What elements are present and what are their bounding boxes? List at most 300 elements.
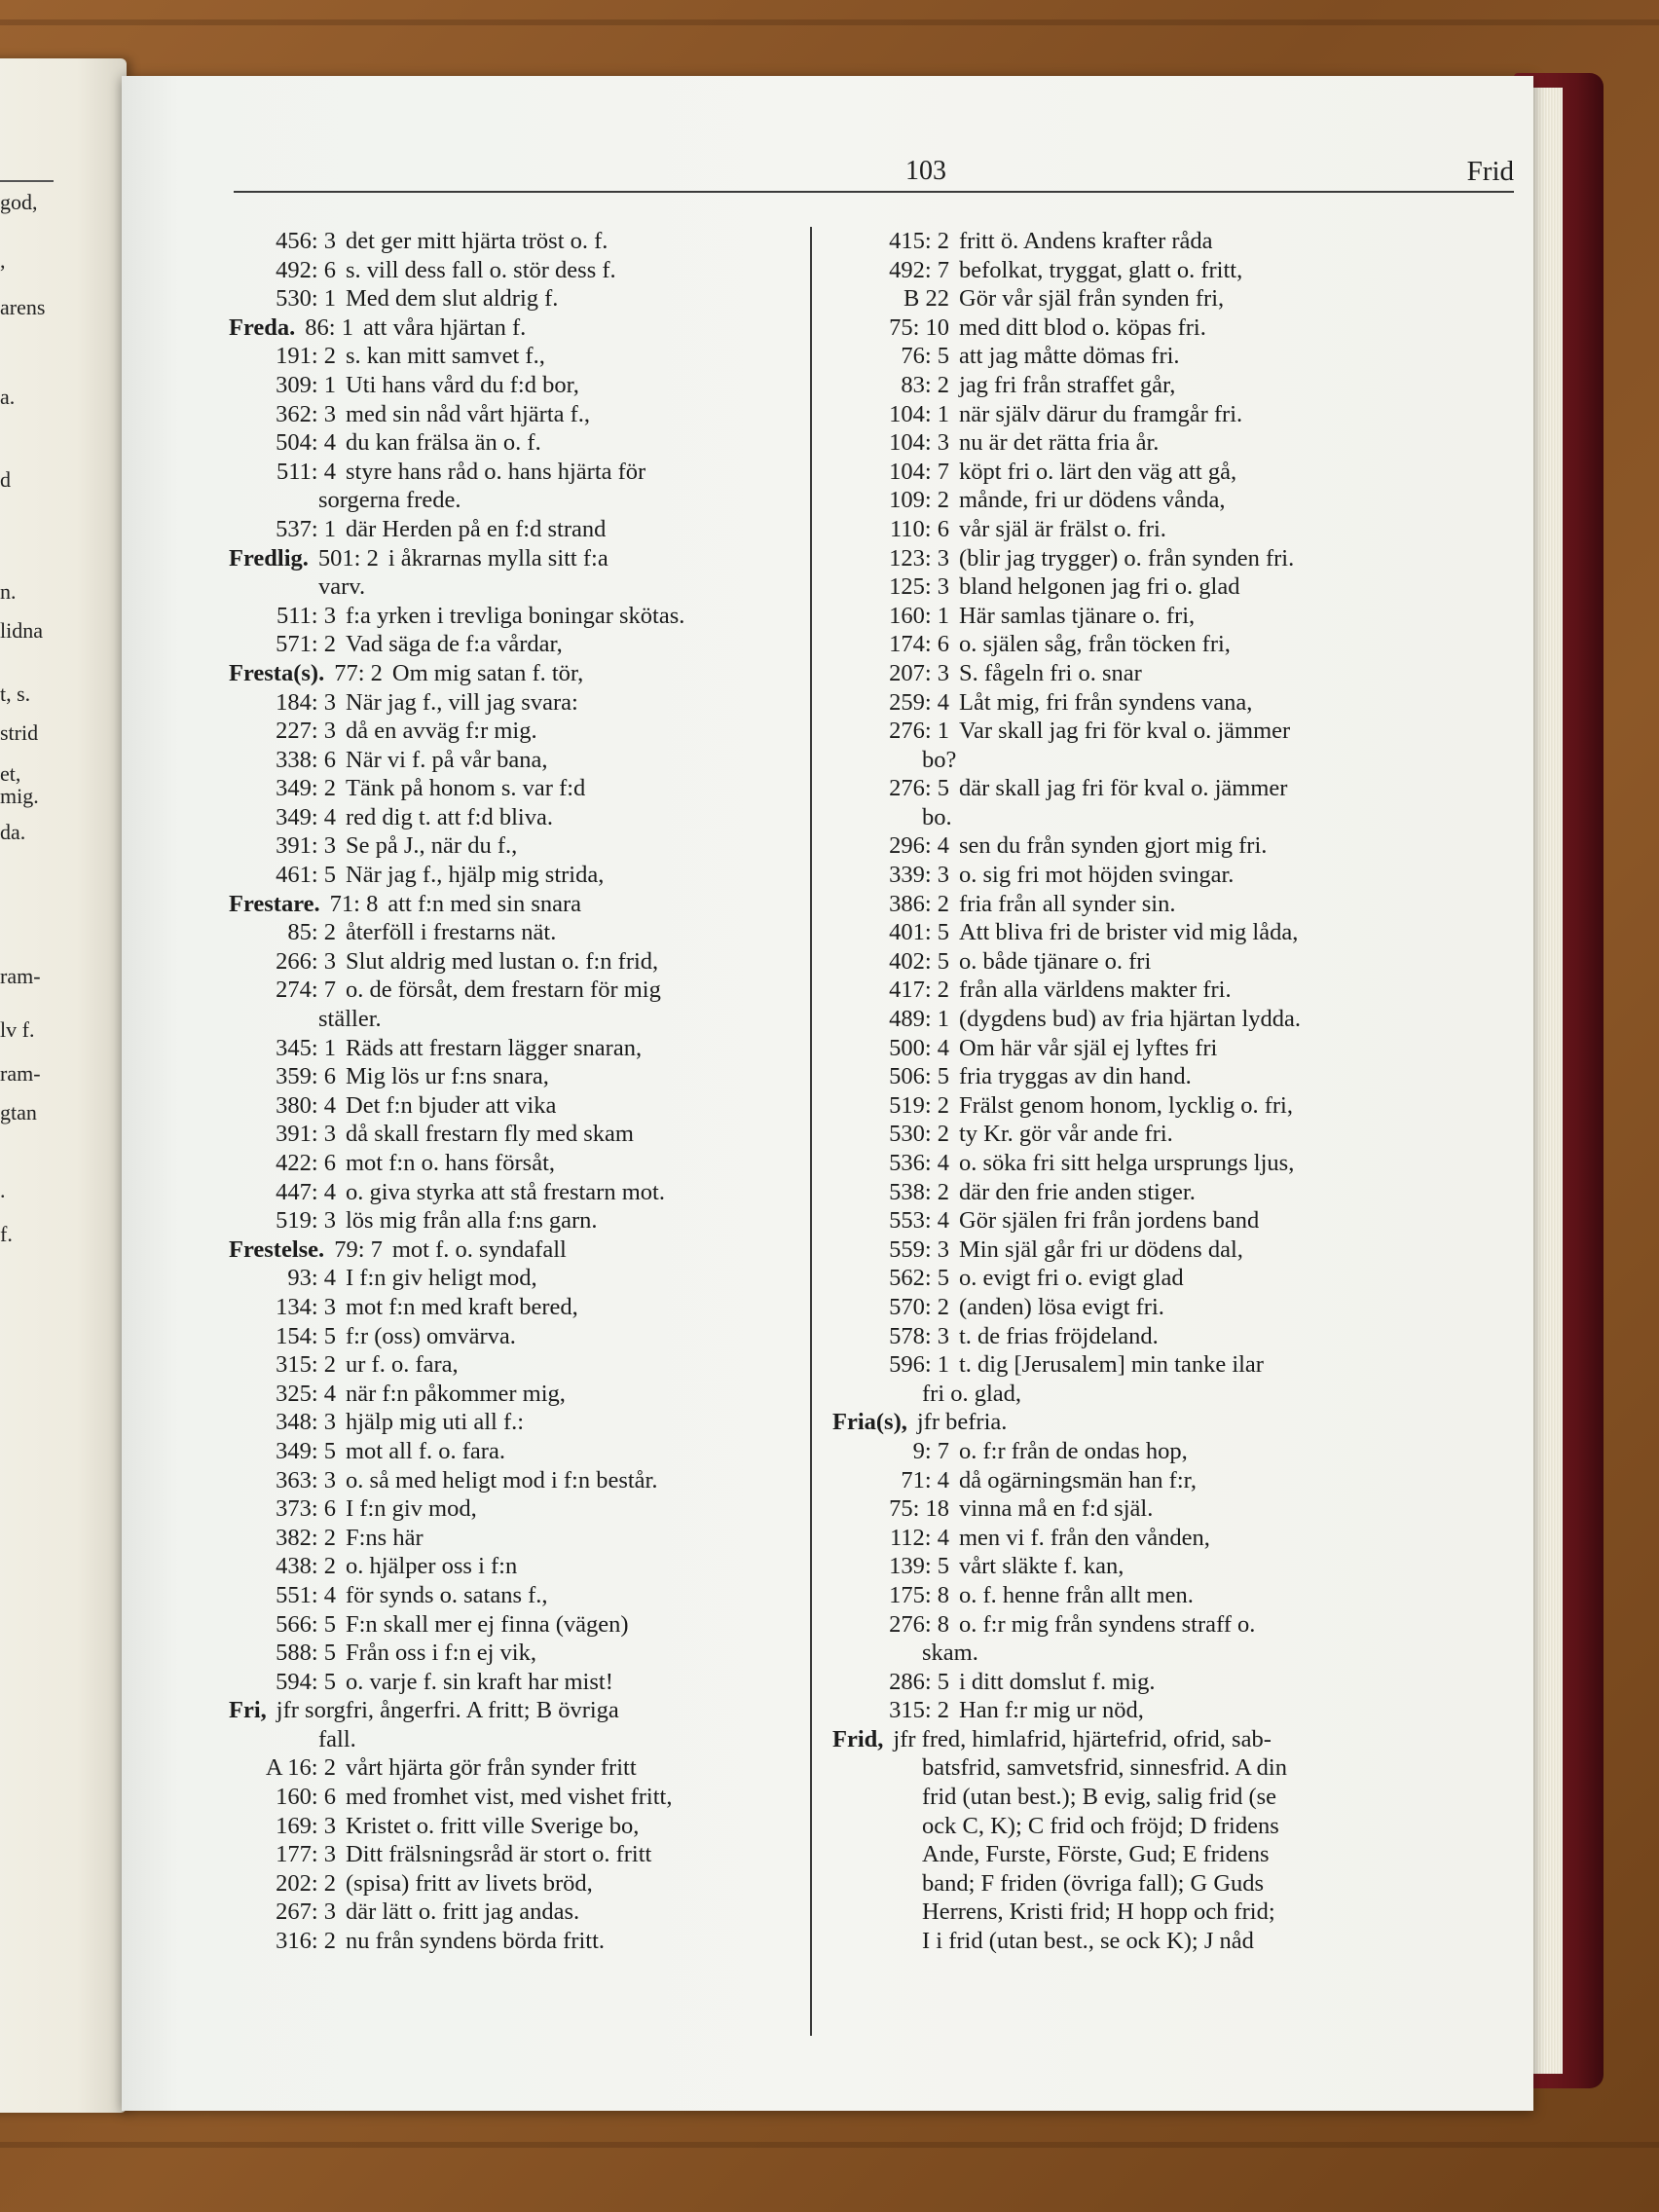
index-entry [229,313,915,343]
hymn-reference: 125: 3 [889,573,949,601]
index-entry [229,1668,915,1697]
hymn-reference: 537: 1 [276,515,336,542]
headword: Fredlig. [229,544,309,571]
index-entry [832,313,1519,343]
index-entry [229,1898,915,1927]
index-entry [832,1293,1519,1322]
hymn-reference: 184: 3 [276,688,336,716]
entry-text: fritt ö. Andens krafter råda [959,228,1213,254]
entry-text: jfr fred, himlafrid, hjärtefrid, ofrid, sab- [893,1725,1272,1752]
entry-text: att f:n med sin snara [387,890,582,917]
index-entry [832,1322,1519,1351]
entry-text: köpt fri o. lärt den väg att gå, [959,458,1237,485]
hymn-reference: 362: 3 [276,400,336,427]
hymn-reference: 86: 1 [305,313,353,341]
entry-text: vinna må en f:d själ. [959,1495,1154,1523]
hymn-reference: 348: 3 [276,1409,336,1436]
index-entry [229,1610,915,1640]
hymn-reference: 536: 4 [889,1150,949,1176]
entry-text: Här samlas tjänare o. fri, [959,602,1196,629]
hymn-reference: 415: 2 [889,228,949,254]
hymn-reference: 438: 2 [276,1553,336,1580]
entry-text: där Herden på en f:d strand [346,515,607,542]
entry-text: o. evigt fri o. evigt glad [959,1265,1184,1292]
hymn-reference: B 22 [903,285,949,313]
index-entry [229,1120,915,1149]
entry-text: där den frie anden stiger. [959,1178,1196,1205]
index-entry [229,1062,915,1091]
headword: Frestare. [229,890,320,917]
index-entry [832,1783,1519,1812]
hymn-reference: 511: 3 [276,602,336,629]
entry-text: med fromhet vist, med vishet fritt, [346,1784,673,1811]
entry-continuation: Ande, Furste, Förste, Gud; E fridens [922,1841,1270,1868]
left-page-fragment: arens [0,295,46,319]
hymn-reference: 202: 2 [276,1869,336,1897]
entry-text: från alla världens makter fri. [959,977,1232,1004]
headword: Frid, [832,1725,884,1752]
entry-text: att jag måtte dömas fri. [959,343,1180,370]
hymn-reference: 338: 6 [276,746,336,773]
entry-text: t. de frias fröjdeland. [959,1322,1159,1349]
hymn-reference: 588: 5 [276,1640,336,1667]
entry-text: vårt släkte f. kan, [959,1553,1124,1580]
entry-text: befolkat, tryggat, glatt o. fritt, [959,256,1243,283]
index-entry [832,1034,1519,1063]
hymn-reference: 594: 5 [276,1668,336,1695]
index-entry [229,1350,915,1380]
hymn-reference: 227: 3 [276,718,336,745]
entry-text: nu från syndens börda fritt. [346,1928,606,1955]
hymn-reference: 401: 5 [889,919,949,946]
index-entry [832,1524,1519,1553]
index-entry [832,1466,1519,1495]
entry-text: F:n skall mer ej finna (vägen) [346,1610,629,1638]
entry-text: Uti hans vård du f:d bor, [346,371,579,398]
hymn-reference: 109: 2 [889,487,949,514]
entry-text: fria från all synder sin. [959,890,1176,917]
entry-text: Vad säga de f:a vårdar, [346,631,563,658]
hymn-reference: 339: 3 [889,862,949,889]
entry-text: att våra hjärtan f. [362,313,527,341]
hymn-reference: 174: 6 [889,631,949,658]
index-entry [229,1466,915,1495]
index-entry [229,1178,915,1207]
hymn-reference: 71: 8 [329,890,379,917]
hymn-reference: 76: 5 [901,343,949,370]
hymn-reference: 169: 3 [276,1812,336,1839]
index-entry [229,371,915,400]
hymn-reference: 309: 1 [276,371,336,398]
left-page-fragment: f. [0,1222,13,1246]
entry-text: mot f:n o. hans försåt, [346,1150,556,1176]
entry-text: o. f. henne från allt men. [959,1581,1194,1608]
index-entry [229,774,915,803]
hymn-reference: 504: 4 [276,429,336,457]
entry-text: där skall jag fri för kval o. jämmer [959,775,1288,802]
index-entry [229,256,915,285]
index-entry [832,458,1519,487]
entry-text: Frälst genom honom, lycklig o. fri, [959,1091,1293,1119]
left-page-fragment: d [0,467,11,492]
index-entry [229,831,915,861]
entry-text: då skall frestarn fly med skam [346,1121,634,1148]
index-entry [229,515,915,544]
entry-text: o. så med heligt mod i f:n består. [346,1466,658,1493]
hymn-reference: 177: 3 [276,1841,336,1868]
hymn-reference: 104: 1 [889,400,949,427]
hymn-reference: 315: 2 [276,1351,336,1379]
entry-text: lös mig från alla f:ns garn. [346,1207,598,1235]
entry-continuation: skam. [922,1640,978,1667]
left-page-fragment: god, [0,190,38,214]
entry-text: då en avväg f:r mig. [346,718,537,745]
index-entry [229,1725,915,1754]
entry-text: s. vill dess fall o. stör dess f. [346,256,616,283]
hymn-reference: 380: 4 [276,1091,336,1119]
entry-text: o. f:r mig från syndens straff o. [959,1610,1256,1638]
hymn-reference: 391: 3 [276,1121,336,1148]
hymn-reference: 79: 7 [334,1235,383,1263]
index-entry [832,342,1519,371]
entry-text: F:ns här [346,1524,424,1551]
index-entry [832,1812,1519,1841]
index-entry [832,227,1519,256]
hymn-reference: 85: 2 [287,919,336,946]
entry-text: o. giva styrka att stå frestarn mot. [346,1178,665,1205]
entry-continuation: frid (utan best.); B evig, salig frid (se [922,1784,1277,1811]
hymn-reference: 492: 6 [276,256,336,283]
entry-continuation: ock C, K); C frid och fröjd; D fridens [922,1812,1279,1839]
index-entry [229,544,915,573]
left-page-rule [0,180,54,182]
entry-text: jfr befria. [916,1409,1008,1436]
hymn-reference: 349: 2 [276,775,336,802]
index-entry [832,544,1519,573]
entry-text: Om mig satan f. tör, [391,659,584,686]
running-head: Frid [1466,156,1514,187]
hymn-reference: 562: 5 [889,1265,949,1292]
index-entry [229,1581,915,1610]
index-entry [229,1927,915,1956]
entry-continuation: fri o. glad, [922,1380,1022,1407]
entry-text: styre hans råd o. hans hjärta för [346,458,646,485]
hymn-reference: 160: 6 [276,1784,336,1811]
index-entry [229,572,915,602]
index-entry [832,1005,1519,1034]
entry-text: med ditt blod o. köpas fri. [959,313,1206,341]
index-entry [832,1062,1519,1091]
hymn-reference: 266: 3 [276,947,336,975]
entry-text: t. dig [Jerusalem] min tanke ilar [959,1351,1264,1379]
entry-text: återföll i frestarns nät. [346,919,557,946]
entry-text: jfr sorgfri, ångerfri. A fritt; B övriga [276,1697,619,1724]
hymn-reference: 391: 3 [276,832,336,860]
hymn-reference: 276: 1 [889,718,949,745]
index-entry [229,1552,915,1581]
index-entry [832,1869,1519,1899]
hymn-reference: 492: 7 [889,256,949,283]
hymn-reference: 259: 4 [889,688,949,716]
index-entry [229,1380,915,1409]
hymn-reference: 456: 3 [276,228,336,254]
hymn-reference: 551: 4 [276,1581,336,1608]
entry-text: Att bliva fri de brister vid mig låda, [959,919,1299,946]
entry-text: vårt hjärta gör från synder fritt [346,1754,637,1782]
left-page [0,58,127,2113]
hymn-reference: 538: 2 [889,1178,949,1205]
left-page-fragment: n. [0,579,17,604]
entry-text: När jag f., vill jag svara: [346,688,578,716]
entry-continuation: varv. [318,573,366,601]
index-entry [832,1639,1519,1668]
hymn-reference: 519: 3 [276,1207,336,1235]
entry-text: När jag f., hjälp mig strida, [346,862,605,889]
index-entry [229,458,915,487]
index-entry [832,284,1519,313]
index-entry [832,947,1519,977]
index-entry [229,1783,915,1812]
index-entry [832,1494,1519,1524]
entry-text: I f:n giv heligt mod, [346,1265,537,1292]
index-entry [229,284,915,313]
index-entry [832,1120,1519,1149]
hymn-reference: 75: 18 [889,1495,949,1523]
index-entry [229,1639,915,1668]
index-entry [229,1206,915,1235]
entry-text: i åkrarnas mylla sitt f:a [387,544,608,571]
entry-text: o. de försåt, dem frestarn för mig [346,977,661,1004]
hymn-reference: 154: 5 [276,1322,336,1349]
index-entry [832,1408,1519,1437]
headword: Fri, [229,1697,267,1724]
hymn-reference: 382: 2 [276,1524,336,1551]
entry-text: (spisa) fritt av livets bröd, [346,1869,593,1897]
index-entry [832,572,1519,602]
index-entry [832,256,1519,285]
index-entry [229,803,915,832]
index-entry [229,1494,915,1524]
headword: Freda. [229,313,296,341]
page-number: 103 [905,156,946,186]
hymn-reference: 77: 2 [334,659,383,686]
index-entry [229,1005,915,1034]
index-entry [229,1408,915,1437]
index-entry [229,1869,915,1899]
index-entry [832,602,1519,631]
index-entry [229,1696,915,1725]
hymn-reference: 447: 4 [276,1178,336,1205]
entry-text: Kristet o. fritt ville Sverige bo, [346,1812,640,1839]
hymn-reference: 191: 2 [276,343,336,370]
index-entry [229,1812,915,1841]
hymn-reference: 596: 1 [889,1351,949,1379]
left-page-fragment: et, [0,761,21,786]
index-entry [229,400,915,429]
index-entry [832,976,1519,1005]
hymn-reference: 578: 3 [889,1322,949,1349]
index-entry [832,890,1519,919]
hymn-reference: 402: 5 [889,947,949,975]
index-entry [229,688,915,718]
hymn-reference: 349: 4 [276,803,336,830]
left-page-fragment: , [0,248,6,273]
index-entry [832,1350,1519,1380]
hymn-reference: 286: 5 [889,1668,949,1695]
index-entry [832,1552,1519,1581]
hymn-reference: 134: 3 [276,1293,336,1320]
index-entry [832,803,1519,832]
index-entry [229,1264,915,1293]
entry-text: i ditt domslut f. mig. [959,1668,1156,1695]
index-entry [229,1091,915,1121]
index-entry [229,861,915,890]
entry-text: Från oss i f:n ej vik, [346,1640,536,1667]
index-entry [229,1322,915,1351]
entry-text: o. hjälper oss i f:n [346,1553,518,1580]
entry-text: (blir jag trygger) o. från synden fri. [959,544,1295,571]
index-entry [229,227,915,256]
hymn-reference: 160: 1 [889,602,949,629]
entry-text: Tänk på honom s. var f:d [346,775,586,802]
index-entry [229,746,915,775]
hymn-reference: 110: 6 [889,515,949,542]
hymn-reference: 316: 2 [276,1928,336,1955]
left-page-fragment: a. [0,385,16,409]
entry-text: Ditt frälsningsråd är stort o. fritt [346,1841,652,1868]
index-entry [832,746,1519,775]
index-entry [832,659,1519,688]
hymn-reference: 530: 1 [276,285,336,313]
index-entry [832,428,1519,458]
hymn-reference: 363: 3 [276,1466,336,1493]
entry-text: f:a yrken i trevliga boningar skötas. [346,602,685,629]
hymn-reference: 571: 2 [276,631,336,658]
hymn-reference: 75: 10 [889,313,949,341]
index-entry [832,1898,1519,1927]
entry-text: s. kan mitt samvet f., [346,343,545,370]
hymn-reference: 386: 2 [889,890,949,917]
entry-text: fria tryggas av din hand. [959,1063,1192,1090]
entry-continuation: fall. [318,1725,356,1752]
hymn-reference: 359: 6 [276,1063,336,1090]
hymn-reference: 175: 8 [889,1581,949,1608]
entry-text: I f:n giv mod, [346,1495,477,1523]
index-entry [229,602,915,631]
index-entry [832,1149,1519,1178]
entry-text: då ogärningsmän han f:r, [959,1466,1197,1493]
left-page-fragment: gtan [0,1100,37,1124]
hymn-reference: 83: 2 [901,371,949,398]
hymn-reference: 267: 3 [276,1899,336,1926]
hymn-reference: 511: 4 [276,458,336,485]
hymn-reference: 530: 2 [889,1121,949,1148]
entry-text: med sin nåd vårt hjärta f., [346,400,591,427]
index-entry [229,1753,915,1783]
hymn-reference: 373: 6 [276,1495,336,1523]
left-column [229,227,915,1956]
hymn-reference: 559: 3 [889,1235,949,1263]
entry-text: Gör vår själ från synden fri, [959,285,1225,313]
left-page-fragment: mig. [0,784,39,808]
entry-text: mot all f. o. fara. [346,1437,505,1464]
left-page-fragment: . [0,1178,6,1202]
entry-text: ty Kr. gör vår ande fri. [959,1121,1173,1148]
index-entry [229,918,915,947]
index-entry [229,1293,915,1322]
entry-text: jag fri från straffet går, [959,371,1176,398]
index-entry [832,918,1519,947]
hymn-reference: 315: 2 [889,1697,949,1724]
left-page-fragment: da. [0,820,26,844]
entry-text: Mig lös ur f:ns snara, [346,1063,549,1090]
hymn-reference: 489: 1 [889,1006,949,1033]
entry-text: Han f:r mig ur nöd, [959,1697,1144,1724]
hymn-reference: 274: 7 [276,977,336,1004]
entry-text: men vi f. från den vånden, [959,1524,1210,1551]
entry-text: Med dem slut aldrig f. [346,285,559,313]
index-entry [229,976,915,1005]
left-page-fragment: lidna [0,618,43,643]
entry-text: Slut aldrig med lustan o. f:n frid, [346,947,659,975]
entry-continuation: ställer. [318,1006,382,1033]
entry-continuation: batsfrid, samvetsfrid, sinnesfrid. A din [922,1754,1287,1782]
entry-text: Om här vår själ ej lyftes fri [959,1034,1218,1061]
index-entry [832,371,1519,400]
entry-continuation: sorgerna frede. [318,487,461,514]
index-entry [229,486,915,515]
index-entry [832,1610,1519,1640]
index-entry [832,630,1519,659]
hymn-reference: A 16: 2 [265,1754,336,1782]
entry-continuation: bo? [922,746,957,773]
entry-continuation: band; F friden (övriga fall); G Guds [922,1869,1265,1897]
index-entry [832,861,1519,890]
entry-text: red dig t. att f:d bliva. [346,803,553,830]
entry-text: När vi f. på vår bana, [346,746,548,773]
index-entry [229,1149,915,1178]
index-entry [832,1206,1519,1235]
entry-text: Låt mig, fri från syndens vana, [959,688,1253,716]
left-page-fragment: lv f. [0,1017,35,1042]
hymn-reference: 519: 2 [889,1091,949,1119]
entry-text: det ger mitt hjärta tröst o. f. [346,228,608,254]
entry-text: Det f:n bjuder att vika [346,1091,557,1119]
index-entry [832,1264,1519,1293]
index-entry [832,717,1519,746]
index-entry [832,1927,1519,1956]
entry-text: mot f. o. syndafall [391,1235,567,1263]
hymn-reference: 276: 5 [889,775,949,802]
index-entry [229,659,915,688]
hymn-reference: 139: 5 [889,1553,949,1580]
book-page [122,76,1533,2111]
entry-text: mot f:n med kraft bered, [346,1293,578,1320]
index-entry [229,1437,915,1466]
index-entry [832,400,1519,429]
entry-text: o. sig fri mot höjden svingar. [959,862,1235,889]
index-entry [229,342,915,371]
left-page-fragment: strid [0,720,39,745]
index-entry [832,1091,1519,1121]
index-entry [832,1235,1519,1265]
hymn-reference: 276: 8 [889,1610,949,1638]
hymn-reference: 553: 4 [889,1207,949,1235]
hymn-reference: 345: 1 [276,1034,336,1061]
entry-continuation: I i frid (utan best., se ock K); J nåd [922,1928,1254,1955]
entry-text: hjälp mig uti all f.: [346,1409,525,1436]
hymn-reference: 461: 5 [276,862,336,889]
